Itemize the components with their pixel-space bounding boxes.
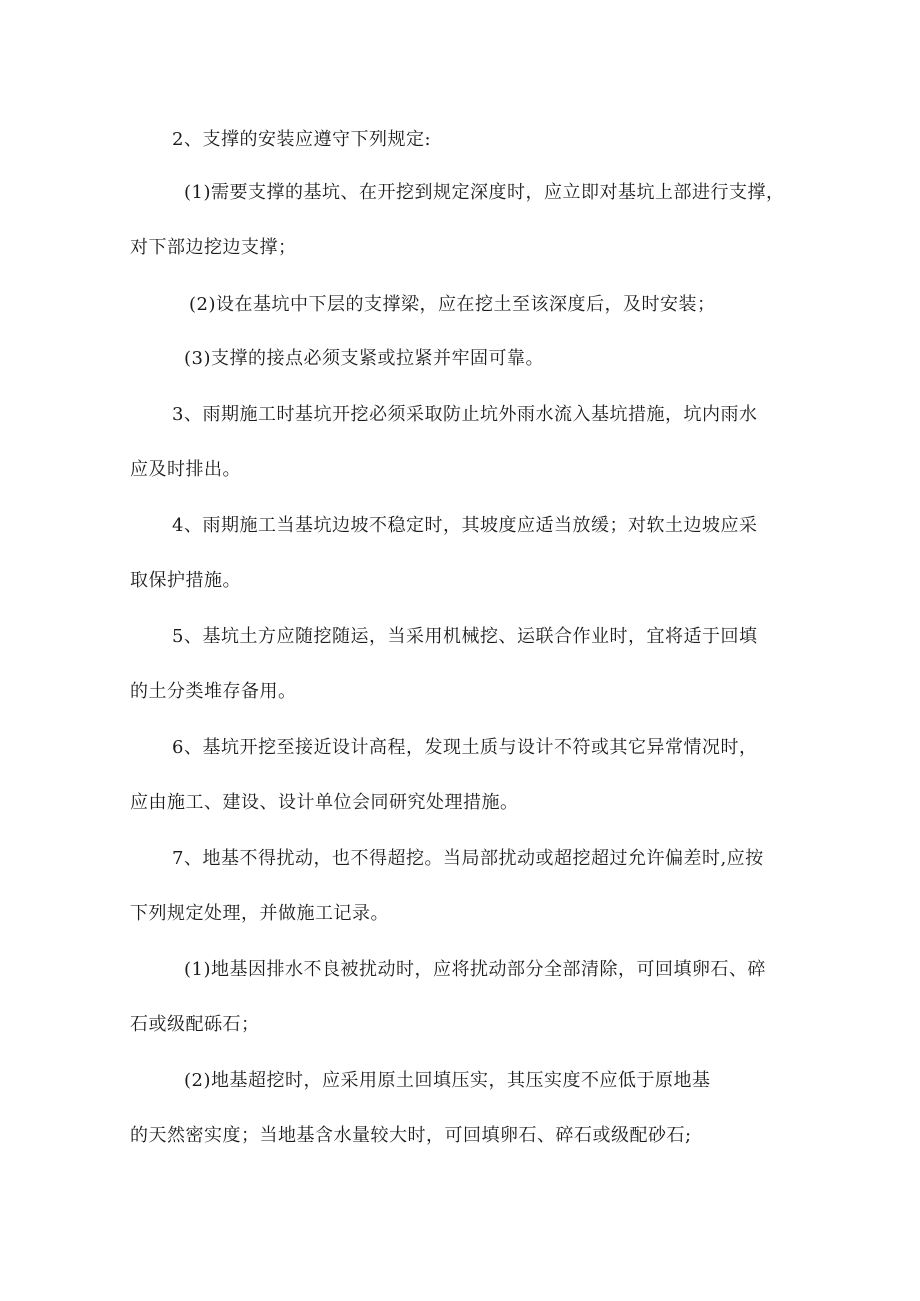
paragraph-line-15: 下列规定处理，并做施工记录。 [130,903,389,924]
paragraph-line-19: 的天然密实度；当地基含水量较大时，可回填卵石、碎石或级配砂石; [130,1125,692,1146]
paragraph-line-3: 对下部边挖边支撑； [130,237,297,258]
paragraph-line-8: 4、雨期施工当基坑边坡不稳定时，其坡度应适当放缓；对软土边坡应采 [172,515,758,536]
paragraph-line-12: 6、基坑开挖至接近设计高程，发现土质与设计不符或其它异常情况时， [172,737,758,758]
paragraph-line-16: (1)地基因排水不良被扰动时，应将扰动部分全部清除，可回填卵石、碎 [184,959,766,980]
paragraph-line-14: 7、地基不得扰动，也不得超挖。当局部扰动或超挖超过允许偏差时,应按 [172,848,764,869]
paragraph-line-5: (3)支撑的接点必须支紧或拉紧并牢固可靠。 [184,348,544,369]
paragraph-line-2: (1)需要支撑的基坑、在开挖到规定深度时，应立即对基坑上部进行支撑， [184,182,785,203]
paragraph-line-6: 3、雨期施工时基坑开挖必须采取防止坑外雨水流入基坑措施，坑内雨水 [172,404,758,425]
paragraph-line-4: (2)设在基坑中下层的支撑梁，应在挖土至该深度后，及时安装； [189,294,716,315]
paragraph-line-17: 石或级配砾石； [130,1014,260,1035]
paragraph-line-18: (2)地基超挖时，应采用原土回填压实，其压实度不应低于原地基 [184,1070,711,1091]
paragraph-line-11: 的土分类堆存备用。 [130,681,297,702]
paragraph-line-7: 应及时排出。 [130,459,241,480]
paragraph-line-10: 5、基坑土方应随挖随运，当采用机械挖、运联合作业时，宜将适于回填 [172,626,758,647]
paragraph-line-9: 取保护措施。 [130,570,241,591]
paragraph-line-1: 2、支撑的安装应遵守下列规定: [172,129,432,150]
paragraph-line-13: 应由施工、建设、设计单位会同研究处理措施。 [130,792,519,813]
